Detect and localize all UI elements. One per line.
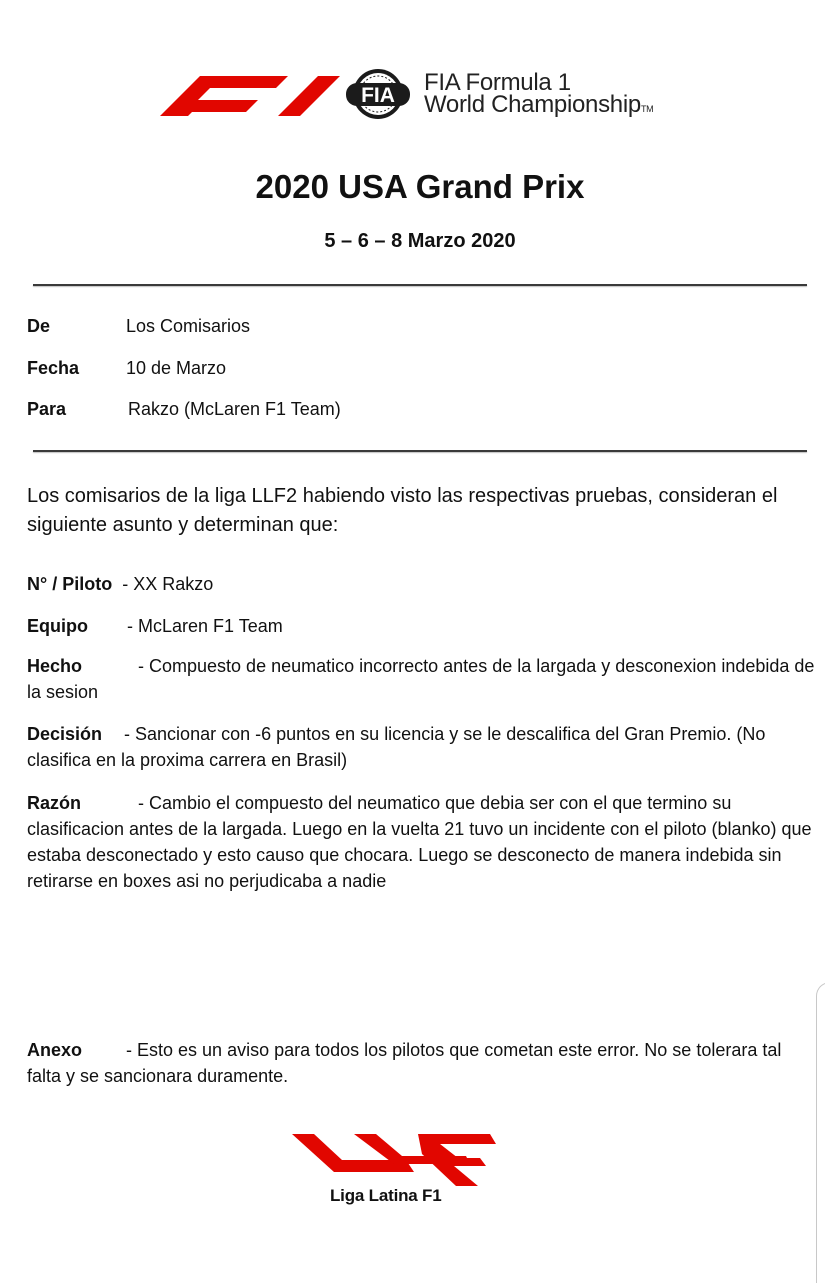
item-razon-label: Razón bbox=[27, 793, 81, 813]
item-decision bbox=[27, 721, 817, 773]
item-decision-text: - Sancionar con -6 puntos en su licencia y se le descalifica del Gran Premio. (No clasifica en la proxima carrera en Brasil) bbox=[27, 724, 766, 770]
org-line-2: World Championship bbox=[424, 91, 641, 118]
item-decision-label: Decisión bbox=[27, 724, 103, 744]
event-dates: 5 – 6 – 8 Marzo 2020 bbox=[324, 230, 516, 252]
item-hecho-label: Hecho bbox=[27, 656, 83, 676]
footer-caption: Liga Latina F1 bbox=[330, 1186, 442, 1205]
item-equipo-text: - McLaren F1 Team bbox=[127, 616, 283, 636]
meta-value-de: Los Comisarios bbox=[126, 316, 251, 336]
item-anexo-text: - Esto es un aviso para todos los pilotos que cometan este error. No se tolerara tal falta y se sancionara duramente. bbox=[27, 1040, 782, 1086]
meta-label-de: De bbox=[27, 316, 51, 336]
llf-logo-icon bbox=[290, 1132, 504, 1188]
scroll-edge bbox=[816, 982, 825, 1283]
fia-org-name bbox=[424, 69, 654, 120]
item-razon-text: - Cambio el compuesto del neumatico que debia ser con el que termino su clasificacion antes de la largada. Luego en la vuelta 21 tuvo un incidente con el piloto (blanko) que estaba desconectado y esto causo que chocara. Luego se desconecto de manera indebida sin retirarse en boxes asi no perjudicaba a nadie bbox=[27, 793, 812, 891]
item-piloto-text: - XX Rakzo bbox=[122, 574, 214, 594]
item-hecho bbox=[27, 653, 817, 705]
item-anexo-label: Anexo bbox=[27, 1040, 83, 1060]
org-line-1: FIA Formula 1 bbox=[424, 69, 571, 96]
meta-value-para: Rakzo (McLaren F1 Team) bbox=[128, 399, 341, 419]
f1-logo-icon bbox=[158, 66, 420, 120]
page-title: 2020 USA Grand Prix bbox=[255, 168, 585, 205]
meta-label-para: Para bbox=[27, 399, 67, 419]
divider-bottom bbox=[33, 450, 807, 452]
divider-top bbox=[33, 284, 807, 286]
item-equipo-label: Equipo bbox=[27, 616, 88, 636]
item-razon bbox=[27, 790, 817, 894]
intro-paragraph: Los comisarios de la liga LLF2 habiendo visto las respectivas pruebas, consideran el siguiente asunto y determinan que: bbox=[27, 485, 778, 536]
item-hecho-text: - Compuesto de neumatico incorrecto antes de la largada y desconexion indebida de la sesion bbox=[27, 656, 815, 702]
meta-value-fecha: 10 de Marzo bbox=[126, 358, 227, 378]
item-piloto bbox=[27, 571, 817, 597]
meta-label-fecha: Fecha bbox=[27, 358, 80, 378]
fia-badge-text: FIA bbox=[361, 84, 395, 107]
trademark: TM bbox=[640, 104, 654, 114]
item-anexo bbox=[27, 1037, 807, 1089]
item-piloto-label: N° / Piloto bbox=[27, 574, 113, 594]
item-equipo bbox=[27, 613, 817, 639]
